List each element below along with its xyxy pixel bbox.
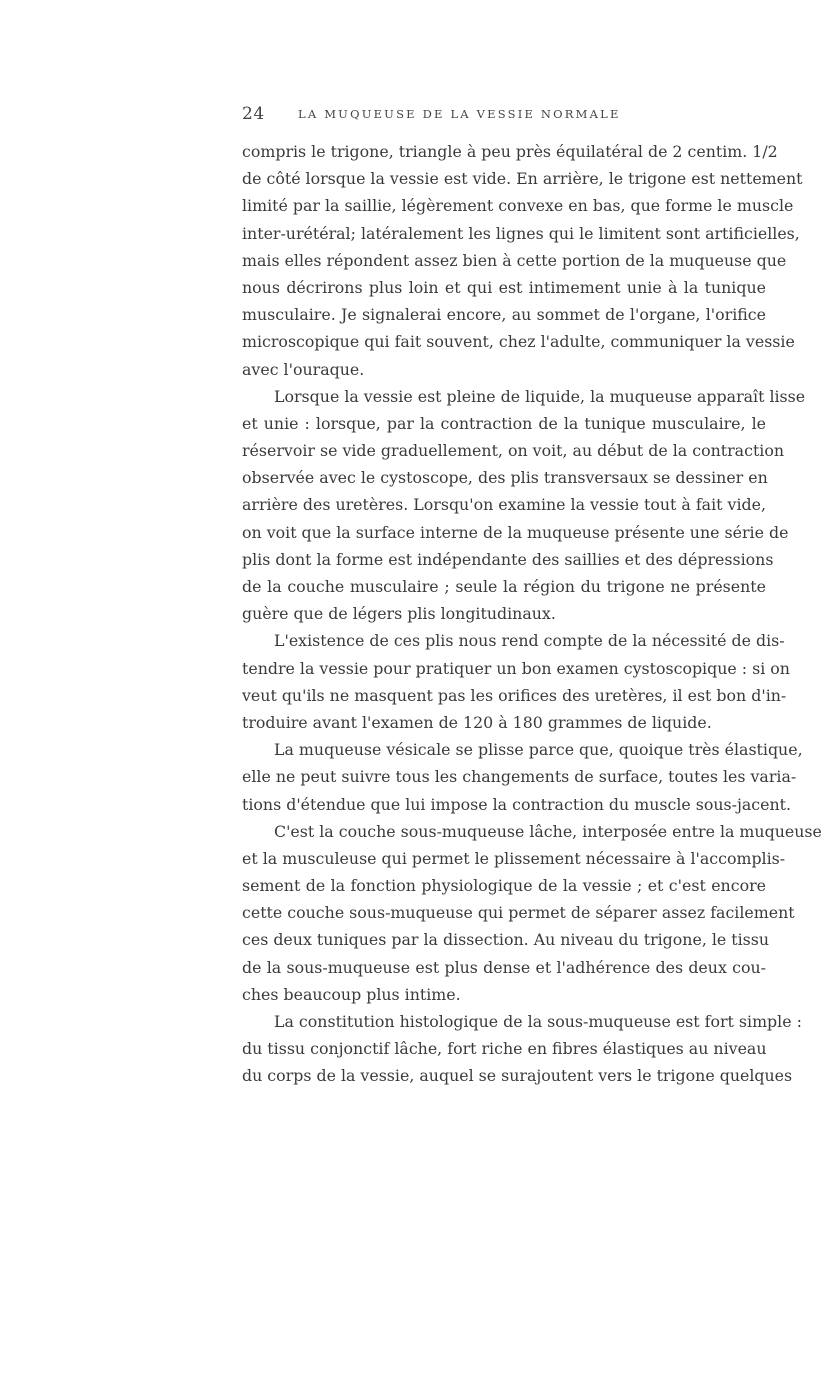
text-line: C'est la couche sous-muqueuse lâche, interposée entre la muqueuse — [274, 821, 822, 841]
text-line: mais elles répondent assez bien à cette portion de la muqueuse que — [242, 250, 787, 270]
page-number: 24 — [242, 104, 265, 124]
running-title: LA MUQUEUSE DE LA VESSIE NORMALE — [298, 107, 621, 121]
text-line: avec l'ouraque. — [242, 359, 365, 379]
text-line: réservoir se vide graduellement, on voit, au début de la contraction — [242, 441, 785, 461]
body-text — [242, 138, 822, 1090]
text-line: inter-urétéral; latéralement les lignes qui le limitent sont artificielles, — [242, 223, 800, 243]
text-line: La constitution histologique de la sous-muqueuse est fort simple : — [274, 1012, 802, 1031]
text-line: sement de la fonction physiologique de la vessie ; et c'est encore — [242, 876, 766, 896]
text-line: de la sous-muqueuse est plus dense et l'adhérence des deux cou- — [242, 957, 766, 977]
text-line: plis dont la forme est indépendante des saillies et des dépressions — [242, 549, 774, 569]
text-line: nous décrirons plus loin et qui est intimement unie à la tunique — [242, 277, 766, 297]
text-line: de la couche musculaire ; seule la région du trigone ne présente — [242, 577, 766, 596]
text-line: et unie : lorsque, par la contraction de la tunique musculaire, le — [242, 413, 766, 433]
text-line: musculaire. Je signalerai encore, au sommet de l'organe, l'orifice — [242, 305, 766, 325]
text-line: veut qu'ils ne masquent pas les orifices des uretères, il est bon d'in- — [242, 685, 787, 705]
text-line: du corps de la vessie, auquel se surajoutent vers le trigone quelques — [242, 1066, 793, 1086]
text-line: et la musculeuse qui permet le plissement nécessaire à l'accomplis- — [242, 848, 786, 868]
text-line: ces deux tuniques par la dissection. Au niveau du trigone, le tissu — [242, 930, 770, 950]
text-line: Lorsque la vessie est pleine de liquide, la muqueuse apparaît lisse — [274, 386, 806, 406]
text-line: L'existence de ces plis nous rend compte de la nécessité de dis- — [274, 631, 785, 651]
text-line: La muqueuse vésicale se plisse parce que, quoique très élastique, — [274, 740, 803, 760]
text-line: elle ne peut suivre tous les changements de surface, toutes les varia- — [242, 767, 797, 787]
text-line: microscopique qui fait souvent, chez l'adulte, communiquer la vessie — [242, 332, 795, 352]
page-header — [242, 104, 764, 128]
text-line: on voit que la surface interne de la muqueuse présente une série de — [242, 522, 789, 542]
text-line: arrière des uretères. Lorsqu'on examine la vessie tout à fait vide, — [242, 495, 766, 515]
text-line: du tissu conjonctif lâche, fort riche en fibres élastiques au niveau — [242, 1039, 767, 1059]
text-line: tendre la vessie pour pratiquer un bon examen cystoscopique : si on — [242, 658, 790, 678]
text-line: guère que de légers plis longitudinaux. — [242, 604, 556, 624]
text-line: ches beaucoup plus intime. — [242, 984, 461, 1004]
text-line: de côté lorsque la vessie est vide. En arrière, le trigone est nettement — [242, 169, 803, 189]
text-line: troduire avant l'examen de 120 à 180 grammes de liquide. — [242, 712, 712, 732]
text-line: cette couche sous-muqueuse qui permet de séparer assez facilement — [242, 903, 795, 923]
text-line: compris le trigone, triangle à peu près équilatéral de 2 centim. 1/2 — [242, 142, 778, 161]
text-line: limité par la saillie, légèrement convexe en bas, que forme le muscle — [242, 196, 794, 216]
text-line: observée avec le cystoscope, des plis transversaux se dessiner en — [242, 468, 768, 488]
text-line: tions d'étendue que lui impose la contraction du muscle sous-jacent. — [242, 794, 792, 814]
